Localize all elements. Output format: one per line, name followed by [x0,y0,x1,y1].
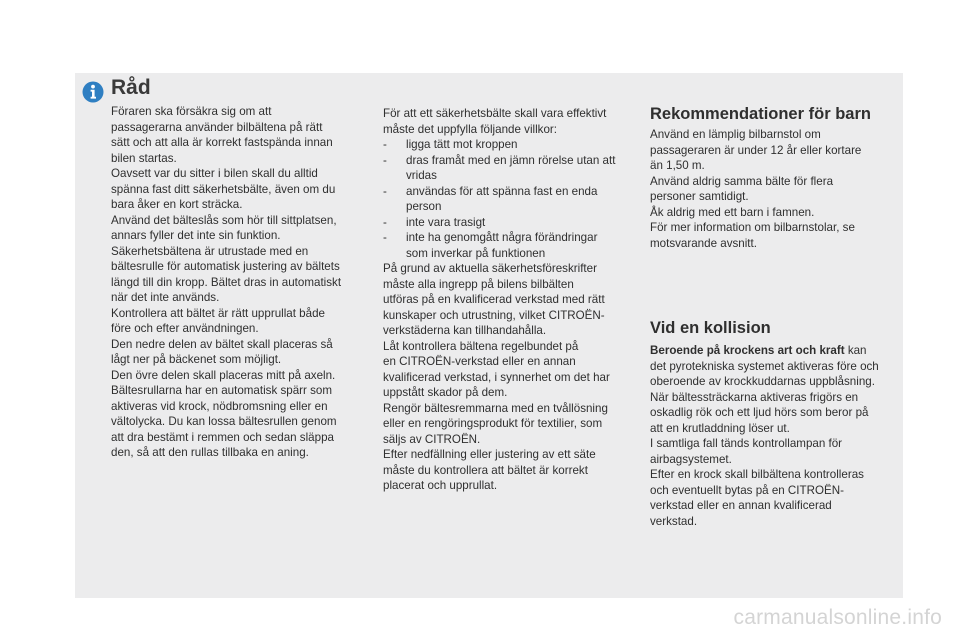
text-line: Använd det bälteslås som hör till sittplatsen, [111,213,337,227]
text-line: motsvarande avsnitt. [650,236,757,250]
dash-bullet: - [383,231,387,244]
text-line: passagerarna använder bilbältena på rätt [111,120,323,134]
children-text [650,127,900,251]
text-line: På grund av aktuella säkerhetsföreskrifter [383,262,597,275]
text-line: att dra bestämt i remmen och sedan släppa [111,430,334,444]
info-icon [82,81,104,103]
text-line: Efter en krock skall bilbältena kontrolleras [650,468,864,481]
text-line: när det inte används. [111,291,220,304]
text-line: en CITROËN-verkstad eller en annan [383,355,576,368]
list-item [383,153,633,169]
text-line: vältolycka. Du kan lossa bältesrullen genom [111,415,337,428]
text-line: måste du kontrollera att bältet är korrekt [383,463,588,477]
text-line: det pyrotekniska systemet aktiveras före och [650,359,879,373]
text-line: Efter nedfällning eller justering av ett säte [383,448,596,461]
collision-text [650,343,900,529]
text-line: När bältessträckarna aktiveras frigörs en [650,390,859,404]
text-line: I samtliga fall tänds kontrollampan för [650,437,843,450]
list-item-continuation: vridas [406,169,437,182]
list-item-text: dras framåt med en jämn rörelse utan att [406,153,616,167]
text-line: verkstad eller en annan kvalificerad [650,499,832,512]
text-line: lågt ner på bäckenet som möjligt. [111,353,282,366]
text-line: För mer information om bilbarnstolar, se [650,221,855,234]
list-item [383,215,633,231]
list-item [383,184,633,200]
text-line: Bältesrullarna har en automatisk spärr som [111,384,333,397]
lead-rest: kan [844,344,867,357]
text-line: än 1,50 m. [650,159,705,172]
dash-bullet: - [383,215,387,229]
list-item [383,137,633,153]
text-line: uppstått skador på dem. [383,386,508,399]
text-line: Föraren ska försäkra sig om att [111,105,272,118]
text-line: aktiveras vid krock, nödbromsning eller en [111,399,328,413]
text-line: den, så att den rullas tillbaka en aning. [111,446,309,459]
list-item [383,230,633,246]
bold-lead: Beroende på krockens art och kraft [650,344,845,357]
text-line: säljs av CITROËN. [383,432,481,446]
dash-bullet: - [383,184,387,198]
text-line: bältesrulle för automatisk justering av bältets [111,260,340,273]
text-line: sätt och att alla är korrekt fastspända innan [111,136,333,149]
text-line: kvalificerad verkstad, i synnerhet om det har [383,370,610,384]
text-line: För att ett säkerhetsbälte skall vara effektivt [383,107,607,120]
text-line: oberoende av krockkuddarnas uppblåsning. [650,375,875,388]
list-item-text: inte ha genomgått några förändringar [406,231,598,244]
heading-children: Rekommendationer för barn [650,105,871,123]
text-line: verkstäderna kan tillhandahålla. [383,324,547,337]
text-line: eller en rengöringsprodukt för textilier, som [383,417,603,430]
text-line: måste det uppfylla följande villkor: [383,122,557,136]
text-line: Låt kontrollera bältena regelbundet på [383,339,579,353]
text-line: personer samtidigt. [650,190,749,203]
text-line: annars fyller det inte sin funktion. [111,229,281,242]
text-line: verkstad. [650,514,698,528]
text-line: kunskaper och utrustning, vilket CITROËN- [383,308,605,322]
heading-collision: Vid en kollision [650,319,771,337]
text-line: Rengör bältesremmarna med en tvållösning [383,401,608,415]
dash-bullet: - [383,153,387,167]
text-line: spänna fast ditt säkerhetsbälte, även om du [111,182,336,196]
text-line: passageraren är under 12 år eller kortare [650,143,862,157]
column-2-text [383,106,633,494]
text-line: Använd aldrig samma bälte för flera [650,174,834,188]
text-line: airbagsystemet. [650,452,732,466]
text-line: måste alla ingrepp på bilens bilbälten [383,277,574,291]
list-item-text: användas för att spänna fast en enda [406,184,598,198]
text-line: Säkerhetsbältena är utrustade med en [111,244,309,258]
list-item-continuation: som inverkar på funktionen [406,246,546,260]
text-line: längd till din kropp. Bältet dras in automatiskt [111,275,342,289]
text-line: placerat och upprullat. [383,479,498,492]
watermark-text: carmanualsonline.info [733,606,942,629]
text-line: Den övre delen skall placeras mitt på axeln. [111,368,336,382]
list-item-text: ligga tätt mot kroppen [406,138,518,151]
text-line: bara åker en kort sträcka. [111,198,243,211]
list-item-text: inte vara trasigt [406,215,486,229]
text-line: Åk aldrig med ett barn i famnen. [650,205,815,219]
text-line: oskadlig rök och ett ljud hörs som beror på [650,406,869,419]
dash-bullet: - [383,138,387,151]
text-line: Den nedre delen av bältet skall placeras så [111,337,333,351]
list-item-continuation: person [406,200,442,213]
text-line: bilen startas. [111,151,177,165]
text-line: och eventuellt bytas på en CITROËN- [650,483,844,497]
text-line: att en krutladdning löser ut. [650,421,790,435]
text-line: utföras på en kvalificerad verkstad med rätt [383,293,605,306]
text-line: Oavsett var du sitter i bilen skall du alltid [111,167,318,180]
text-line: Använd en lämplig bilbarnstol om [650,128,821,141]
column-1-text [111,104,359,461]
text-line [650,343,900,359]
section-title: Råd [111,76,151,99]
text-line: Kontrollera att bältet är rätt upprullat både [111,306,325,320]
text-line: före och efter användningen. [111,322,259,335]
